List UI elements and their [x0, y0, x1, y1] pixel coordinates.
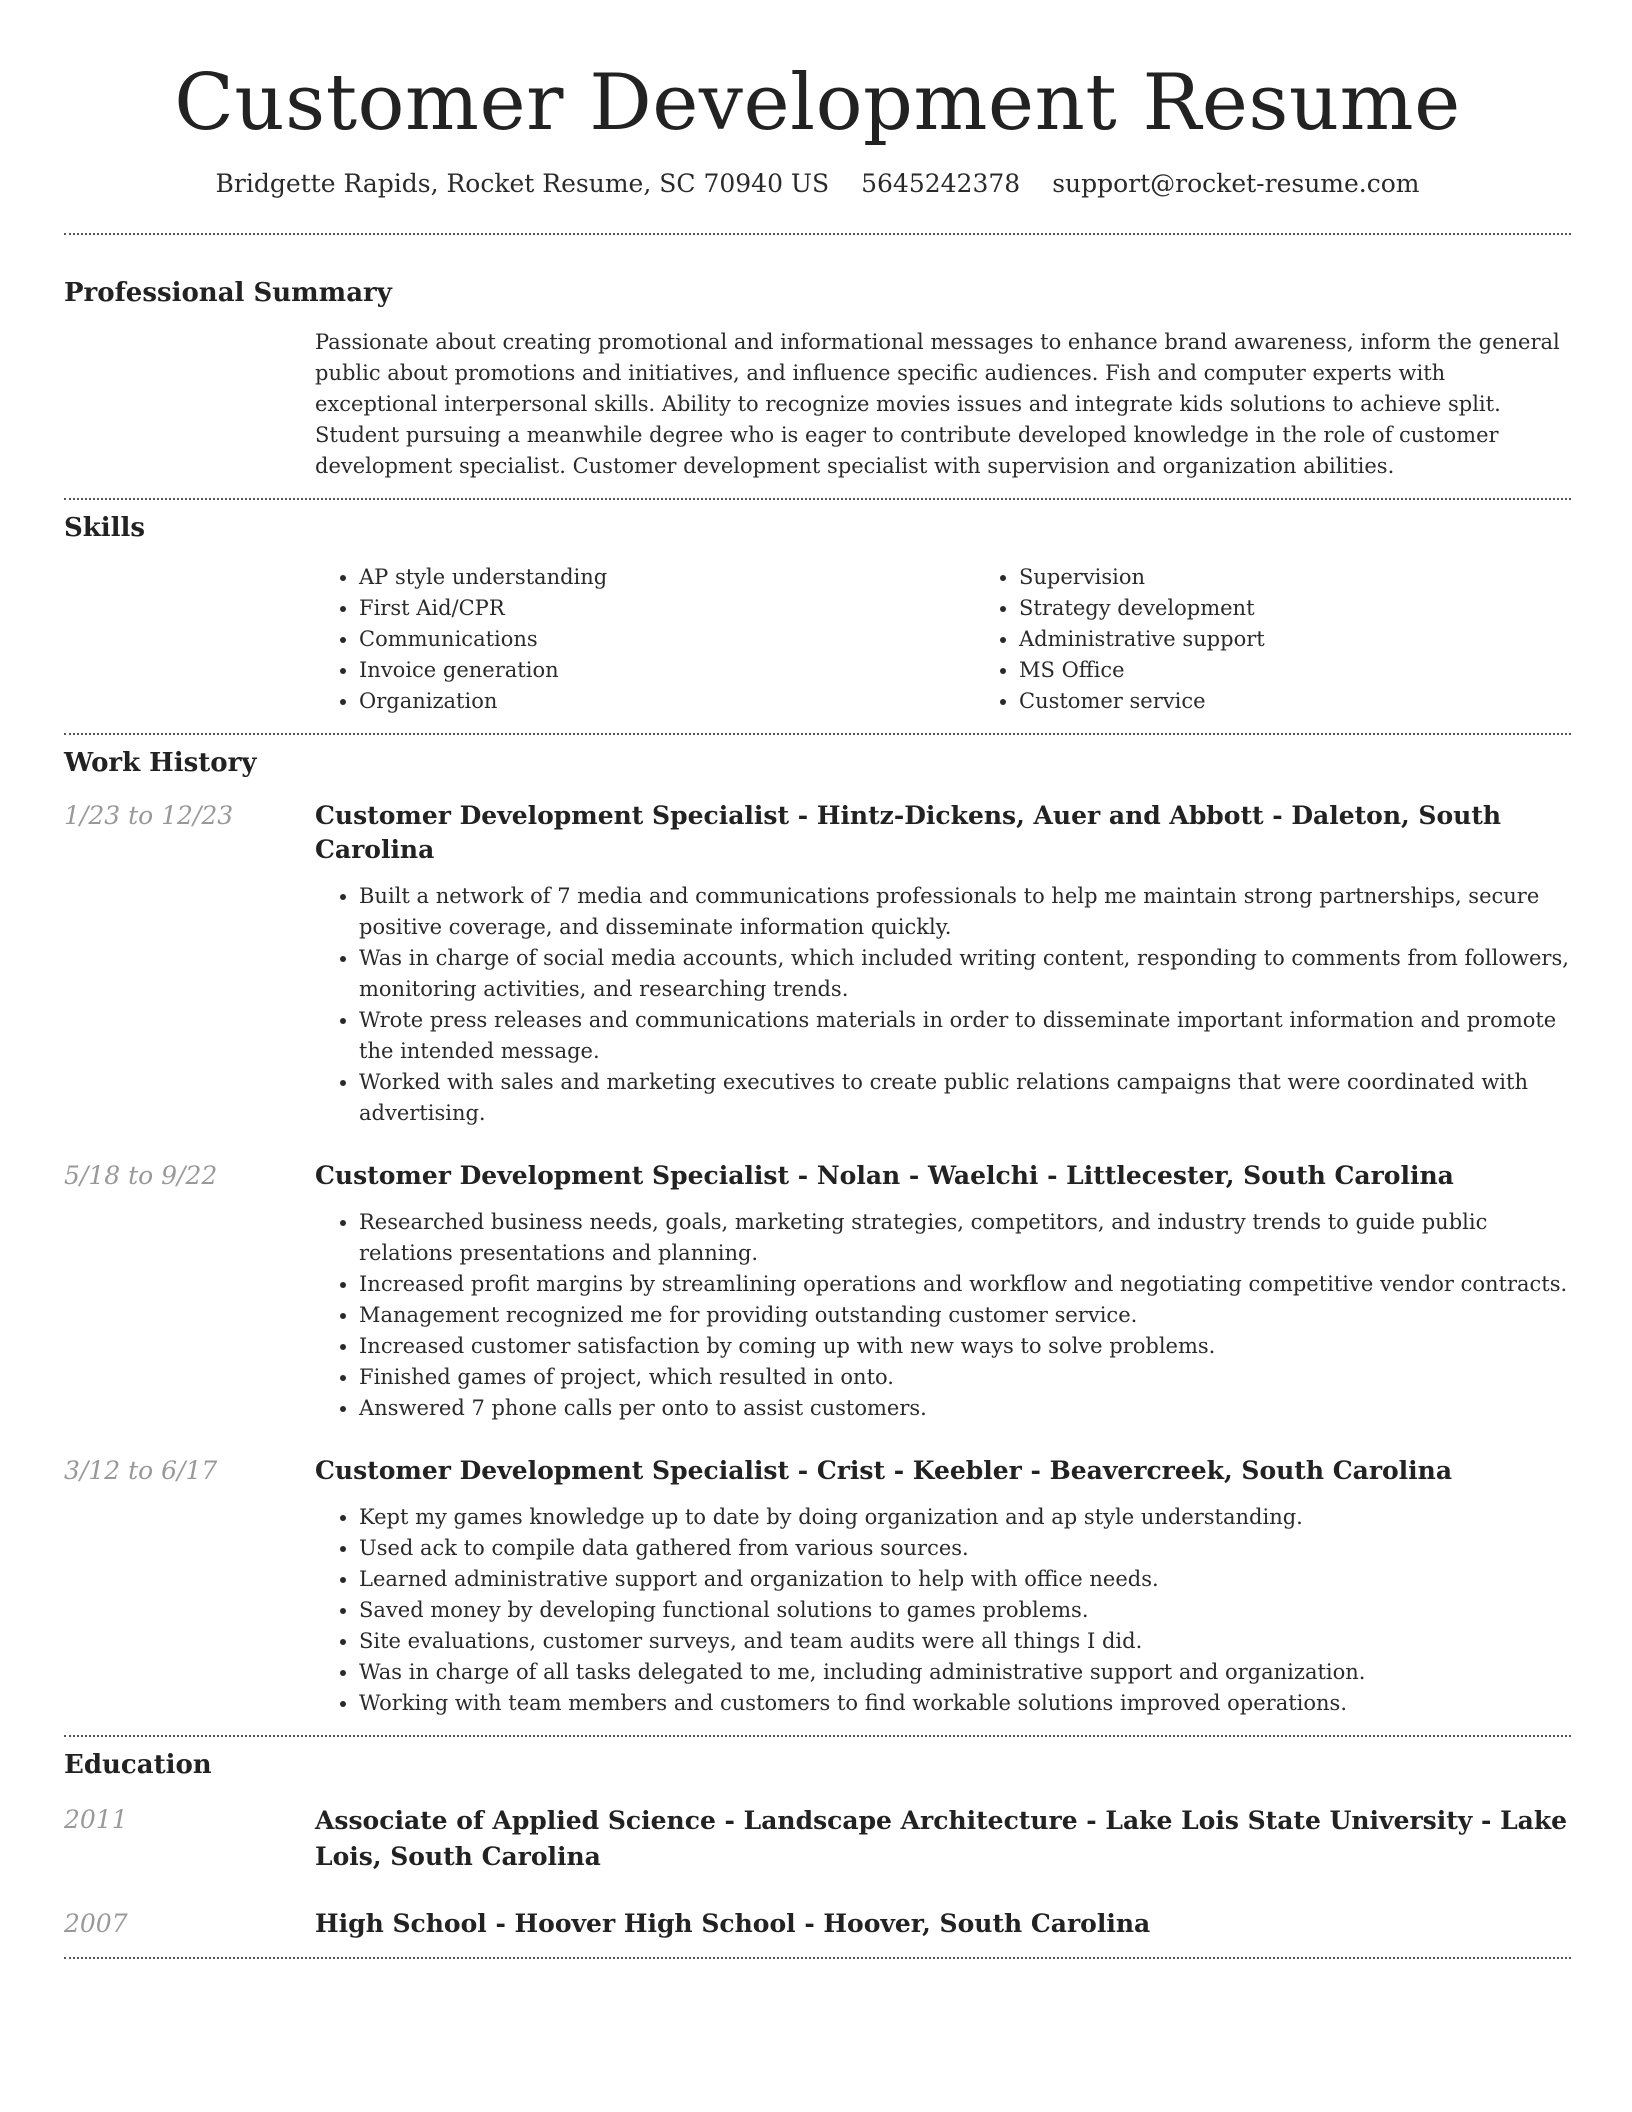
contact-info [64, 169, 1571, 199]
job-bullet: • Increased customer satisfaction by coming up with new ways to solve problems. [359, 1331, 1571, 1362]
skill-item: • Customer service [1019, 686, 1632, 717]
job-bullet: • Used ack to compile data gathered from various sources. [359, 1533, 1571, 1564]
work-history-heading: Work History [64, 748, 257, 778]
job-bullet: • Was in charge of social media accounts, which included writing content, responding to comments from followers, monitoring activities, and researching trends. [359, 943, 1571, 1005]
skills-column-right [975, 562, 1632, 717]
education-year: 2007 [64, 1909, 128, 1938]
skill-item: • Strategy development [1019, 593, 1632, 624]
education-entry [64, 1907, 1571, 1941]
skill-item: • First Aid/CPR [359, 593, 975, 624]
job-bullets [315, 881, 1571, 1129]
divider [64, 1735, 1571, 1737]
job-title: Customer Development Specialist - Hintz-Dickens, Auer and Abbott - Daleton, South Carolina [315, 801, 1502, 864]
job-bullet: • Worked with sales and marketing executives to create public relations campaigns that were coordinated with advertising. [359, 1067, 1571, 1129]
job-bullet: • Wrote press releases and communications materials in order to disseminate important information and promote the intended message. [359, 1005, 1571, 1067]
job-entry [64, 1454, 1571, 1719]
summary-heading: Professional Summary [64, 278, 392, 308]
job-title: Customer Development Specialist - Nolan - Waelchi - Littlecester, South Carolina [315, 1161, 1454, 1190]
job-bullet: • Working with team members and customers to find workable solutions improved operations. [359, 1688, 1571, 1719]
skill-item: • Communications [359, 624, 975, 655]
skill-item: • Invoice generation [359, 655, 975, 686]
job-title: Customer Development Specialist - Crist - Keebler - Beavercreek, South Carolina [315, 1456, 1453, 1485]
skill-item: • Organization [359, 686, 975, 717]
job-dates: 1/23 to 12/23 [64, 801, 234, 830]
skill-item: • Supervision [1019, 562, 1632, 593]
job-bullets [315, 1502, 1571, 1719]
job-bullet: • Increased profit margins by streamlining operations and workflow and negotiating competitive vendor contracts. [359, 1269, 1571, 1300]
skill-item: • MS Office [1019, 655, 1632, 686]
job-dates: 3/12 to 6/17 [64, 1456, 218, 1485]
job-entry [64, 1159, 1571, 1424]
divider [64, 498, 1571, 500]
resume-document [64, 0, 1571, 1959]
job-bullet: • Saved money by developing functional solutions to games problems. [359, 1595, 1571, 1626]
skills-heading: Skills [64, 513, 146, 543]
skill-item: • Administrative support [1019, 624, 1632, 655]
education-section [64, 1749, 1571, 1941]
job-bullet: • Was in charge of all tasks delegated to me, including administrative support and organization. [359, 1657, 1571, 1688]
job-entry [64, 799, 1571, 1129]
job-bullet: • Answered 7 phone calls per onto to assist customers. [359, 1393, 1571, 1424]
resume-header [64, 0, 1571, 199]
job-bullets [315, 1207, 1571, 1424]
job-bullet: • Built a network of 7 media and communications professionals to help me maintain strong partnerships, secure positive coverage, and disseminate information quickly. [359, 881, 1571, 943]
page-title: Customer Development Resume [174, 58, 1461, 148]
education-text: High School - Hoover High School - Hoover, South Carolina [315, 1909, 1151, 1938]
contact-address: Bridgette Rapids, Rocket Resume, SC 70940 US [215, 169, 830, 198]
job-bullet: • Learned administrative support and organization to help with office needs. [359, 1564, 1571, 1595]
divider [64, 1957, 1571, 1959]
job-bullet: • Site evaluations, customer surveys, and team audits were all things I did. [359, 1626, 1571, 1657]
education-year: 2011 [64, 1805, 128, 1834]
skill-item: • AP style understanding [359, 562, 975, 593]
education-text: Associate of Applied Science - Landscape Architecture - Lake Lois State University - Lake Lois, South Carolina [315, 1806, 1568, 1871]
contact-phone: 5645242378 [861, 169, 1021, 198]
contact-email: support@rocket-resume.com [1052, 169, 1420, 198]
skills-section [64, 512, 1571, 717]
skills-column-left [315, 562, 975, 717]
education-heading: Education [64, 1750, 212, 1780]
job-bullet: • Management recognized me for providing outstanding customer service. [359, 1300, 1571, 1331]
divider [64, 733, 1571, 735]
summary-section [64, 277, 1571, 482]
job-bullet: • Finished games of project, which resulted in onto. [359, 1362, 1571, 1393]
education-entry [64, 1803, 1571, 1875]
divider [64, 233, 1571, 235]
job-dates: 5/18 to 9/22 [64, 1161, 218, 1190]
summary-text: Passionate about creating promotional and informational messages to enhance brand awareness, inform the general public about promotions and initiatives, and influence specific audiences. Fish and computer experts with exceptional interpersonal skills. Ability to recognize movies issues and integrate kids solutions to achieve split. Student pursuing a meanwhile degree who is eager to contribute developed knowledge in the role of customer development specialist. Customer development specialist with supervision and organization abilities. [315, 330, 1560, 478]
job-bullet: • Researched business needs, goals, marketing strategies, competitors, and industry trends to guide public relations presentations and planning. [359, 1207, 1571, 1269]
skills-list [315, 562, 1632, 717]
job-bullet: • Kept my games knowledge up to date by doing organization and ap style understanding. [359, 1502, 1571, 1533]
work-history-section [64, 747, 1571, 1719]
